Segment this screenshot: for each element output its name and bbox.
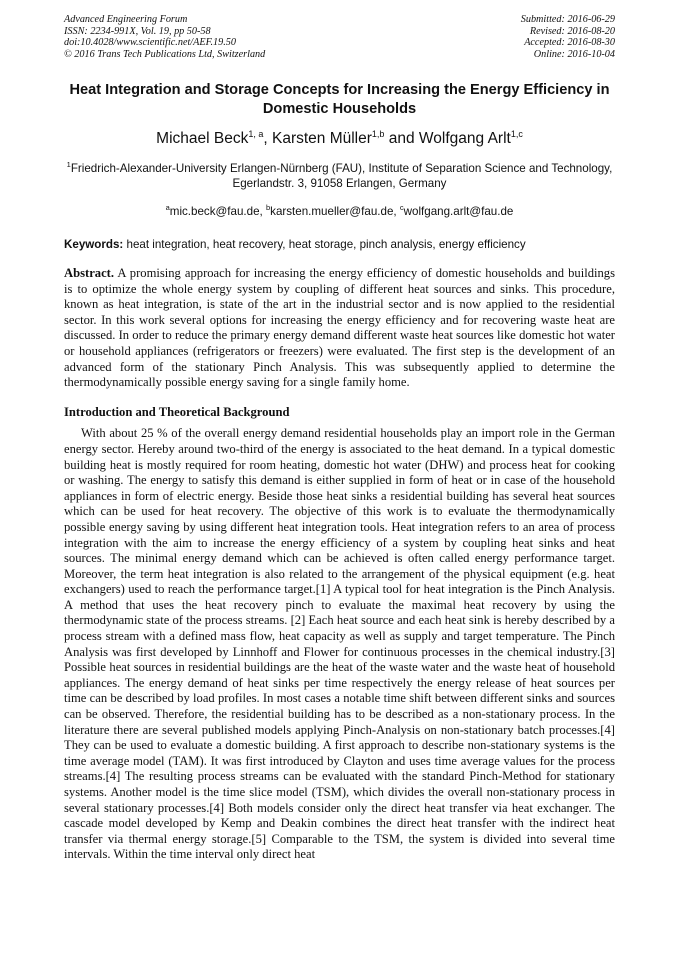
journal-name: Advanced Engineering Forum — [64, 14, 188, 25]
email-address[interactable]: karsten.mueller@fau.de — [270, 205, 394, 218]
journal-header — [64, 14, 615, 60]
keywords-text: heat integration, heat recovery, heat storage, pinch analysis, energy efficiency — [123, 238, 526, 251]
email-separator: , — [393, 205, 400, 218]
email-list — [64, 200, 615, 219]
abstract-label: Abstract. — [64, 266, 115, 280]
author-name: Karsten Müller — [271, 130, 372, 147]
author-affiliation-mark: 1,b — [371, 129, 385, 139]
email-mark: b — [265, 203, 271, 212]
journal-info — [64, 14, 265, 60]
author-separator: , — [263, 130, 272, 147]
paper-page — [64, 14, 615, 863]
author-name: Michael Beck — [156, 130, 249, 147]
author-separator: and — [384, 130, 419, 147]
date-revised: Revised: 2016-08-20 — [529, 25, 615, 37]
email-separator: , — [259, 205, 266, 218]
email-address[interactable]: wolfgang.arlt@fau.de — [403, 205, 514, 218]
submission-dates — [521, 14, 615, 60]
author-affiliation-mark: 1,c — [510, 129, 523, 139]
author-affiliation-mark: 1, a — [248, 129, 264, 139]
abstract-text: A promising approach for increasing the energy efficiency of domestic households and buildings is to optimize the whole energy system by coupling of different heat sources and sinks. This procedure, known as heat integration, is state of the art in the industrial sector and is now applied to the residential sector. In this work several options for increasing the energy efficiency and for recovering waste heat are discussed. In order to reduce the primary energy demand different waste heat sources like domestic hot water or household appliances (refrigerators or freezers) were evaluated. The first step is the development of an advanced form of the stationary Pinch Analysis. This was subsequently applied to determine the thermodynamically possible energy saving for a single family home. — [64, 266, 615, 390]
date-submitted: Submitted: 2016-06-29 — [520, 14, 615, 25]
section-heading: Introduction and Theoretical Background — [64, 404, 290, 419]
journal-issn: ISSN: 2234-991X, Vol. 19, pp 50-58 — [64, 25, 211, 37]
affiliation — [64, 157, 615, 191]
author-name: Wolfgang Arlt — [418, 130, 511, 147]
paper-title: Heat Integration and Storage Concepts for Increasing the Energy Efficiency in Domestic Households — [69, 82, 610, 117]
affiliation-mark: 1 — [66, 160, 71, 169]
email-mark: c — [399, 203, 404, 212]
email-mark: a — [165, 203, 170, 212]
journal-doi: doi:10.4028/www.scientific.net/AEF.19.50 — [64, 37, 236, 48]
journal-copyright: © 2016 Trans Tech Publications Ltd, Switzerland — [64, 48, 266, 60]
email-address[interactable]: mic.beck@fau.de — [169, 205, 260, 218]
author-list — [64, 124, 615, 149]
affiliation-text: Friedrich-Alexander-University Erlangen-Nürnberg (FAU), Institute of Separation Science and Technology, Egerlandstr. 3, 91058 Erlangen, Germany — [70, 162, 613, 190]
date-online: Online: 2016-10-04 — [533, 48, 615, 60]
date-accepted: Accepted: 2016-08-30 — [524, 37, 615, 48]
abstract — [64, 266, 615, 391]
section-paragraph: With about 25 % of the overall energy demand residential households play an import role in the German energy sector. Hereby around two-third of the energy is associated to the heat demand. In a typical domestic building heat is mostly required for room heating, domestic hot water (DHW) and process heat for cooking or washing. The energy to satisfy this demand is either supplied in form of heat or in case of the household appliances in form of electric energy. Beside those heat sinks a residential building has several heat sources which can be used for heat recovery. The objective of this work is to evaluate the thermodynamically possible energy saving by using different heat integration tools. Heat integration refers to an area of process integration with the aim to increase the energy efficiency of a system by coupling heat sinks and heat sources. The minimal energy demand which can be achieved is often called energy performance target. Moreover, the term heat integration is also related to the arrangement of the physical equipment (e.g. heat exchangers) used to reach the performance target.[1] A typical tool for heat integration is the Pinch Analysis. A method that uses the heat recovery pinch to evaluate the maximal heat recovery by using the thermodynamic state of the process streams. [2] Each heat source and each heat sink is hereby described by a process stream with a defined mass flow, heat capacity as well as supply and target temperature. The Pinch Analysis was first developed by Linnhoff and Flower for continuous processes in the chemical industry.[3] Possible heat sources in residential buildings are the heat of the waste water and the waste heat of household appliances. The energy demand of heat sinks per time respectively the energy release of heat sources per time can be described by load profiles. In most cases a notable time shift between different sinks and sources can be observed. Therefore, the residential building has to be described as a non-stationary process. In the literature there are several published models applying Pinch-Analysis on non-stationary batch processes.[4] They can be used to evaluate a domestic building. A first approach to describe non-stationary systems is the time average model (TAM). It was first introduced by Clayton and uses time average values for the process streams.[4] The resulting process streams can be evaluated with the standard Pinch-Method for stationary systems. Another model is the time slice model (TSM), which divides the overall non-stationary process in several stationary processes.[4] Both models consider only the direct heat transfer via heat exchanger. The cascade model developed by Kemp and Deakin combines the direct heat transfer with the indirect heat transfer via thermal energy storage.[5] Comparable to the TSM, the system is divided into several time intervals. Within the time interval only direct heat — [64, 426, 615, 862]
keywords — [64, 237, 615, 252]
keywords-label: Keywords: — [64, 238, 124, 251]
